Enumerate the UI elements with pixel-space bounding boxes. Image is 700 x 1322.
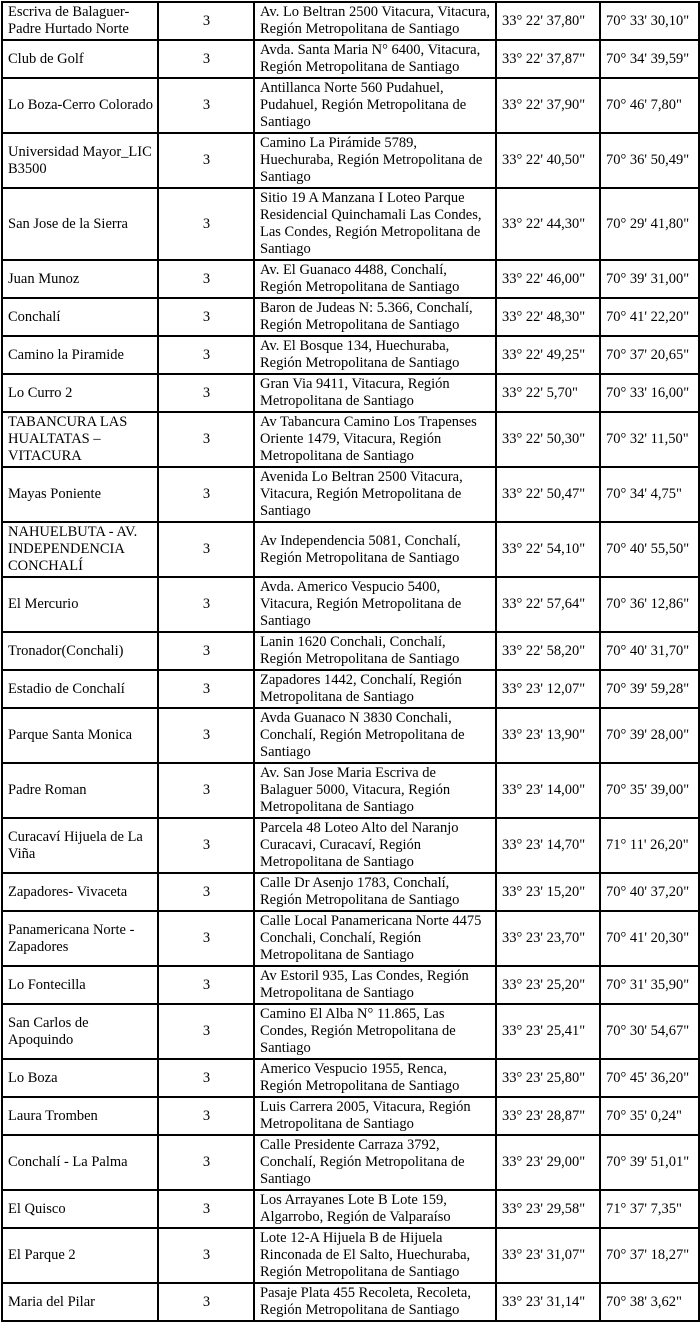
site-name-cell: Mayas Poniente — [2, 467, 158, 522]
site-latitude-cell: 33° 22' 48,30" — [496, 298, 600, 336]
site-count-cell: 3 — [158, 577, 254, 632]
site-longitude-cell: 70° 33' 30,10" — [600, 2, 699, 40]
site-count-cell: 3 — [158, 467, 254, 522]
site-count-cell: 3 — [158, 1283, 254, 1321]
table-row — [2, 1004, 699, 1059]
site-address-cell: Avda Guanaco N 3830 Conchali, Conchalí, Región Metropolitana de Santiago — [254, 708, 496, 763]
site-name-cell: Estadio de Conchalí — [2, 670, 158, 708]
site-longitude-cell: 70° 37' 18,27" — [600, 1228, 699, 1283]
site-count-cell: 3 — [158, 670, 254, 708]
site-address-cell: Av. San Jose Maria Escriva de Balaguer 5000, Vitacura, Región Metropolitana de Santiago — [254, 763, 496, 818]
site-address-cell: Avenida Lo Beltran 2500 Vitacura, Vitacura, Región Metropolitana de Santiago — [254, 467, 496, 522]
site-longitude-cell: 70° 35' 39,00" — [600, 763, 699, 818]
site-name-cell: Maria del Pilar — [2, 1283, 158, 1321]
site-longitude-cell: 70° 39' 59,28" — [600, 670, 699, 708]
table-row — [2, 1059, 699, 1097]
site-longitude-cell: 71° 37' 7,35" — [600, 1190, 699, 1228]
site-longitude-cell: 70° 39' 51,01" — [600, 1135, 699, 1190]
site-count-cell: 3 — [158, 1004, 254, 1059]
site-name-cell: Tronador(Conchali) — [2, 632, 158, 670]
site-longitude-cell: 70° 35' 0,24" — [600, 1097, 699, 1135]
table-row — [2, 670, 699, 708]
site-latitude-cell: 33° 22' 37,87" — [496, 40, 600, 78]
site-name-cell: Curacaví Hijuela de La Viña — [2, 818, 158, 873]
site-longitude-cell: 70° 40' 55,50" — [600, 522, 699, 577]
site-longitude-cell: 70° 41' 20,30" — [600, 911, 699, 966]
site-count-cell: 3 — [158, 911, 254, 966]
table-row — [2, 1283, 699, 1321]
site-address-cell: Av. El Bosque 134, Huechuraba, Región Metropolitana de Santiago — [254, 336, 496, 374]
sites-table-body — [2, 2, 699, 1321]
table-row — [2, 522, 699, 577]
site-count-cell: 3 — [158, 818, 254, 873]
site-name-cell: El Parque 2 — [2, 1228, 158, 1283]
site-name-cell: Escriva de Balaguer-Padre Hurtado Norte — [2, 2, 158, 40]
site-latitude-cell: 33° 22' 44,30" — [496, 188, 600, 260]
table-row — [2, 1135, 699, 1190]
site-longitude-cell: 70° 31' 35,90" — [600, 966, 699, 1004]
site-latitude-cell: 33° 23' 31,14" — [496, 1283, 600, 1321]
site-latitude-cell: 33° 23' 25,41" — [496, 1004, 600, 1059]
site-name-cell: NAHUELBUTA - AV. INDEPENDENCIA CONCHALÍ — [2, 522, 158, 577]
site-latitude-cell: 33° 23' 14,70" — [496, 818, 600, 873]
site-address-cell: Zapadores 1442, Conchalí, Región Metropolitana de Santiago — [254, 670, 496, 708]
site-name-cell: Conchalí - La Palma — [2, 1135, 158, 1190]
site-address-cell: Americo Vespucio 1955, Renca, Región Metropolitana de Santiago — [254, 1059, 496, 1097]
site-address-cell: Pasaje Plata 455 Recoleta, Recoleta, Región Metropolitana de Santiago — [254, 1283, 496, 1321]
site-longitude-cell: 70° 39' 28,00" — [600, 708, 699, 763]
site-count-cell: 3 — [158, 298, 254, 336]
site-latitude-cell: 33° 22' 58,20" — [496, 632, 600, 670]
table-row — [2, 40, 699, 78]
site-name-cell: El Mercurio — [2, 577, 158, 632]
site-longitude-cell: 70° 39' 31,00" — [600, 260, 699, 298]
site-count-cell: 3 — [158, 374, 254, 412]
table-row — [2, 577, 699, 632]
site-count-cell: 3 — [158, 2, 254, 40]
table-row — [2, 133, 699, 188]
site-count-cell: 3 — [158, 522, 254, 577]
site-count-cell: 3 — [158, 763, 254, 818]
site-latitude-cell: 33° 22' 37,90" — [496, 78, 600, 133]
site-name-cell: Camino la Piramide — [2, 336, 158, 374]
site-longitude-cell: 70° 41' 22,20" — [600, 298, 699, 336]
site-count-cell: 3 — [158, 1059, 254, 1097]
site-address-cell: Calle Local Panamericana Norte 4475 Conchali, Conchalí, Región Metropolitana de Santiago — [254, 911, 496, 966]
site-latitude-cell: 33° 23' 31,07" — [496, 1228, 600, 1283]
site-address-cell: Baron de Judeas N: 5.366, Conchalí, Región Metropolitana de Santiago — [254, 298, 496, 336]
site-latitude-cell: 33° 22' 57,64" — [496, 577, 600, 632]
table-row — [2, 1190, 699, 1228]
table-row — [2, 708, 699, 763]
site-name-cell: Padre Roman — [2, 763, 158, 818]
table-row — [2, 412, 699, 467]
site-count-cell: 3 — [158, 1135, 254, 1190]
site-address-cell: Calle Dr Asenjo 1783, Conchalí, Región Metropolitana de Santiago — [254, 873, 496, 911]
site-longitude-cell: 70° 32' 11,50" — [600, 412, 699, 467]
site-address-cell: Antillanca Norte 560 Pudahuel, Pudahuel, Región Metropolitana de Santiago — [254, 78, 496, 133]
site-count-cell: 3 — [158, 1097, 254, 1135]
table-row — [2, 2, 699, 40]
site-name-cell: Universidad Mayor_LIC B3500 — [2, 133, 158, 188]
site-longitude-cell: 70° 38' 3,62" — [600, 1283, 699, 1321]
site-latitude-cell: 33° 22' 50,30" — [496, 412, 600, 467]
site-address-cell: Camino El Alba N° 11.865, Las Condes, Región Metropolitana de Santiago — [254, 1004, 496, 1059]
site-count-cell: 3 — [158, 133, 254, 188]
site-name-cell: Parque Santa Monica — [2, 708, 158, 763]
site-address-cell: Luis Carrera 2005, Vitacura, Región Metropolitana de Santiago — [254, 1097, 496, 1135]
site-latitude-cell: 33° 22' 40,50" — [496, 133, 600, 188]
site-latitude-cell: 33° 23' 15,20" — [496, 873, 600, 911]
table-row — [2, 467, 699, 522]
site-latitude-cell: 33° 23' 25,80" — [496, 1059, 600, 1097]
table-row — [2, 188, 699, 260]
site-address-cell: Av Independencia 5081, Conchalí, Región Metropolitana de Santiago — [254, 522, 496, 577]
site-name-cell: Lo Boza — [2, 1059, 158, 1097]
site-name-cell: Laura Tromben — [2, 1097, 158, 1135]
site-address-cell: Lote 12-A Hijuela B de Hijuela Rinconada de El Salto, Huechuraba, Región Metropolitana de Santiago — [254, 1228, 496, 1283]
site-address-cell: Camino La Pirámide 5789, Huechuraba, Región Metropolitana de Santiago — [254, 133, 496, 188]
site-address-cell: Avda. Santa Maria N° 6400, Vitacura, Región Metropolitana de Santiago — [254, 40, 496, 78]
site-count-cell: 3 — [158, 873, 254, 911]
site-address-cell: Sitio 19 A Manzana I Loteo Parque Residencial Quinchamali Las Condes, Las Condes, Región Metropolitana de Santiago — [254, 188, 496, 260]
site-address-cell: Av. Lo Beltran 2500 Vitacura, Vitacura, Región Metropolitana de Santiago — [254, 2, 496, 40]
site-longitude-cell: 70° 29' 41,80" — [600, 188, 699, 260]
site-name-cell: Zapadores- Vivaceta — [2, 873, 158, 911]
sites-table — [1, 1, 700, 1322]
site-latitude-cell: 33° 22' 37,80" — [496, 2, 600, 40]
site-latitude-cell: 33° 22' 46,00" — [496, 260, 600, 298]
site-address-cell: Av. El Guanaco 4488, Conchalí, Región Metropolitana de Santiago — [254, 260, 496, 298]
site-name-cell: Club de Golf — [2, 40, 158, 78]
table-row — [2, 911, 699, 966]
site-longitude-cell: 70° 36' 50,49" — [600, 133, 699, 188]
site-longitude-cell: 70° 33' 16,00" — [600, 374, 699, 412]
site-longitude-cell: 70° 46' 7,80" — [600, 78, 699, 133]
site-name-cell: San Carlos de Apoquindo — [2, 1004, 158, 1059]
site-latitude-cell: 33° 22' 5,70" — [496, 374, 600, 412]
site-address-cell: Calle Presidente Carraza 3792, Conchalí, Región Metropolitana de Santiago — [254, 1135, 496, 1190]
table-row — [2, 298, 699, 336]
table-row — [2, 763, 699, 818]
site-count-cell: 3 — [158, 78, 254, 133]
site-latitude-cell: 33° 23' 23,70" — [496, 911, 600, 966]
site-longitude-cell: 70° 30' 54,67" — [600, 1004, 699, 1059]
site-longitude-cell: 70° 40' 37,20" — [600, 873, 699, 911]
site-count-cell: 3 — [158, 188, 254, 260]
site-name-cell: Panamericana Norte - Zapadores — [2, 911, 158, 966]
site-longitude-cell: 70° 34' 39,59" — [600, 40, 699, 78]
site-count-cell: 3 — [158, 966, 254, 1004]
site-longitude-cell: 70° 40' 31,70" — [600, 632, 699, 670]
table-row — [2, 260, 699, 298]
table-row — [2, 632, 699, 670]
site-count-cell: 3 — [158, 632, 254, 670]
site-address-cell: Gran Via 9411, Vitacura, Región Metropolitana de Santiago — [254, 374, 496, 412]
site-name-cell: Juan Munoz — [2, 260, 158, 298]
site-longitude-cell: 71° 11' 26,20" — [600, 818, 699, 873]
site-latitude-cell: 33° 23' 14,00" — [496, 763, 600, 818]
site-count-cell: 3 — [158, 708, 254, 763]
site-address-cell: Los Arrayanes Lote B Lote 159, Algarrobo, Región de Valparaíso — [254, 1190, 496, 1228]
site-name-cell: Lo Boza-Cerro Colorado — [2, 78, 158, 133]
site-name-cell: Lo Curro 2 — [2, 374, 158, 412]
site-longitude-cell: 70° 45' 36,20" — [600, 1059, 699, 1097]
table-row — [2, 1228, 699, 1283]
site-latitude-cell: 33° 23' 13,90" — [496, 708, 600, 763]
table-row — [2, 374, 699, 412]
table-row — [2, 818, 699, 873]
site-name-cell: TABANCURA LAS HUALTATAS – VITACURA — [2, 412, 158, 467]
site-address-cell: Av Tabancura Camino Los Trapenses Oriente 1479, Vitacura, Región Metropolitana de Santiago — [254, 412, 496, 467]
table-row — [2, 1097, 699, 1135]
site-latitude-cell: 33° 23' 29,00" — [496, 1135, 600, 1190]
site-address-cell: Avda. Americo Vespucio 5400, Vitacura, Región Metropolitana de Santiago — [254, 577, 496, 632]
site-longitude-cell: 70° 36' 12,86" — [600, 577, 699, 632]
site-longitude-cell: 70° 37' 20,65" — [600, 336, 699, 374]
site-address-cell: Parcela 48 Loteo Alto del Naranjo Curacavi, Curacaví, Región Metropolitana de Santiago — [254, 818, 496, 873]
site-count-cell: 3 — [158, 1228, 254, 1283]
site-count-cell: 3 — [158, 412, 254, 467]
site-latitude-cell: 33° 23' 12,07" — [496, 670, 600, 708]
site-count-cell: 3 — [158, 336, 254, 374]
site-latitude-cell: 33° 22' 49,25" — [496, 336, 600, 374]
site-latitude-cell: 33° 23' 28,87" — [496, 1097, 600, 1135]
site-longitude-cell: 70° 34' 4,75" — [600, 467, 699, 522]
site-name-cell: El Quisco — [2, 1190, 158, 1228]
site-latitude-cell: 33° 22' 50,47" — [496, 467, 600, 522]
site-address-cell: Lanin 1620 Conchali, Conchalí, Región Metropolitana de Santiago — [254, 632, 496, 670]
site-latitude-cell: 33° 22' 54,10" — [496, 522, 600, 577]
site-count-cell: 3 — [158, 40, 254, 78]
site-latitude-cell: 33° 23' 29,58" — [496, 1190, 600, 1228]
site-count-cell: 3 — [158, 1190, 254, 1228]
site-name-cell: San Jose de la Sierra — [2, 188, 158, 260]
site-address-cell: Av Estoril 935, Las Condes, Región Metropolitana de Santiago — [254, 966, 496, 1004]
site-count-cell: 3 — [158, 260, 254, 298]
table-row — [2, 873, 699, 911]
table-row — [2, 966, 699, 1004]
table-row — [2, 78, 699, 133]
site-latitude-cell: 33° 23' 25,20" — [496, 966, 600, 1004]
site-name-cell: Lo Fontecilla — [2, 966, 158, 1004]
table-row — [2, 336, 699, 374]
site-name-cell: Conchalí — [2, 298, 158, 336]
